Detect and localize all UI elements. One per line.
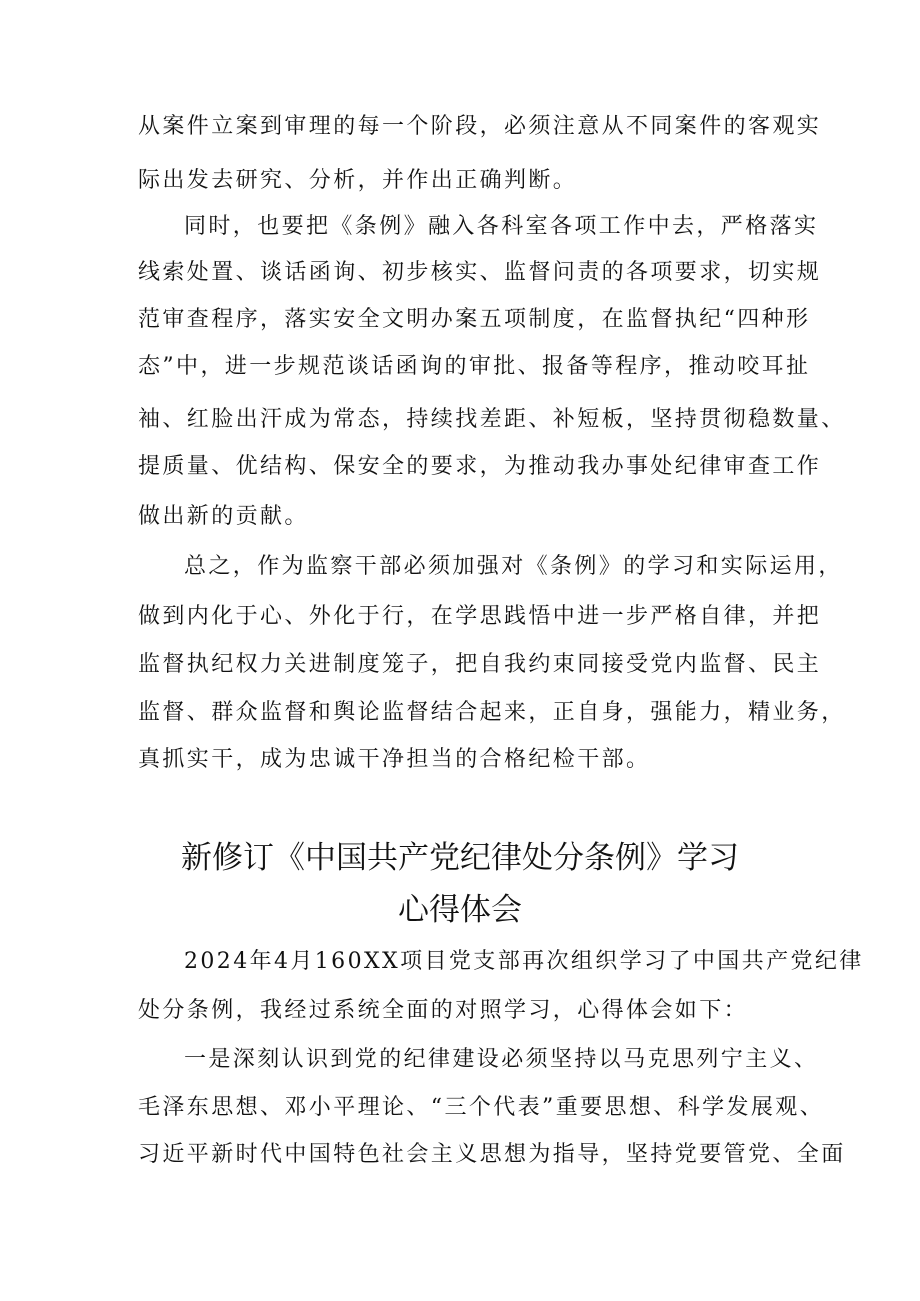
paragraph-line: 做到内化于心、外化于行，在学思践悟中进一步严格自律，并把 [138,604,822,629]
paragraph-line: 线索处置、谈话函询、初步核实、监督问责的各项要求，切实规 [138,260,822,285]
paragraph-line: 际出发去研究、分析，并作出正确判断。 [138,168,578,193]
paragraph-line: 袖、红脸出汗成为常态，持续找差距、补短板，坚持贯彻稳数量、 [138,407,846,432]
paragraph-line: 监督执纪权力关进制度笼子，把自我约束同接受党内监督、民主 [138,652,822,677]
paragraph-line: 总之，作为监察干部必须加强对《条例》的学习和实际运用， [184,554,843,579]
paragraph-line: 毛泽东思想、邓小平理论、“三个代表”重要思想、科学发展观、 [138,1095,825,1120]
section-title: 新修订《中国共产党纪律处分条例》学习 [181,840,739,876]
paragraph-line: 一是深刻认识到党的纪律建设必须坚持以马克思列宁主义、 [184,1047,819,1072]
paragraph-line: 处分条例，我经过系统全面的对照学习，心得体会如下： [138,998,749,1023]
paragraph-line: 习近平新时代中国特色社会主义思想为指导，坚持党要管党、全面 [138,1142,846,1167]
paragraph-line: 同时，也要把《条例》融入各科室各项工作中去，严格落实 [184,214,819,239]
paragraph-line: 2024年4月160XX项目党支部再次组织学习了中国共产党纪律 [184,949,864,974]
paragraph-line: 真抓实干，成为忠诚干净担当的合格纪检干部。 [138,747,651,772]
paragraph-line: 监督、群众监督和舆论监督结合起来，正自身，强能力，精业务， [138,700,846,725]
paragraph-line: 从案件立案到审理的每一个阶段，必须注意从不同案件的客观实 [138,114,822,139]
paragraph-line: 态”中，进一步规范谈话函询的审批、报备等程序，推动咬耳扯 [138,354,811,379]
paragraph-line: 做出新的贡献。 [138,504,309,529]
paragraph-line: 范审查程序，落实安全文明办案五项制度，在监督执纪“四种形 [138,307,811,332]
paragraph-line: 提质量、优结构、保安全的要求，为推动我办事处纪律审查工作 [138,454,822,479]
section-title: 心得体会 [398,892,522,928]
